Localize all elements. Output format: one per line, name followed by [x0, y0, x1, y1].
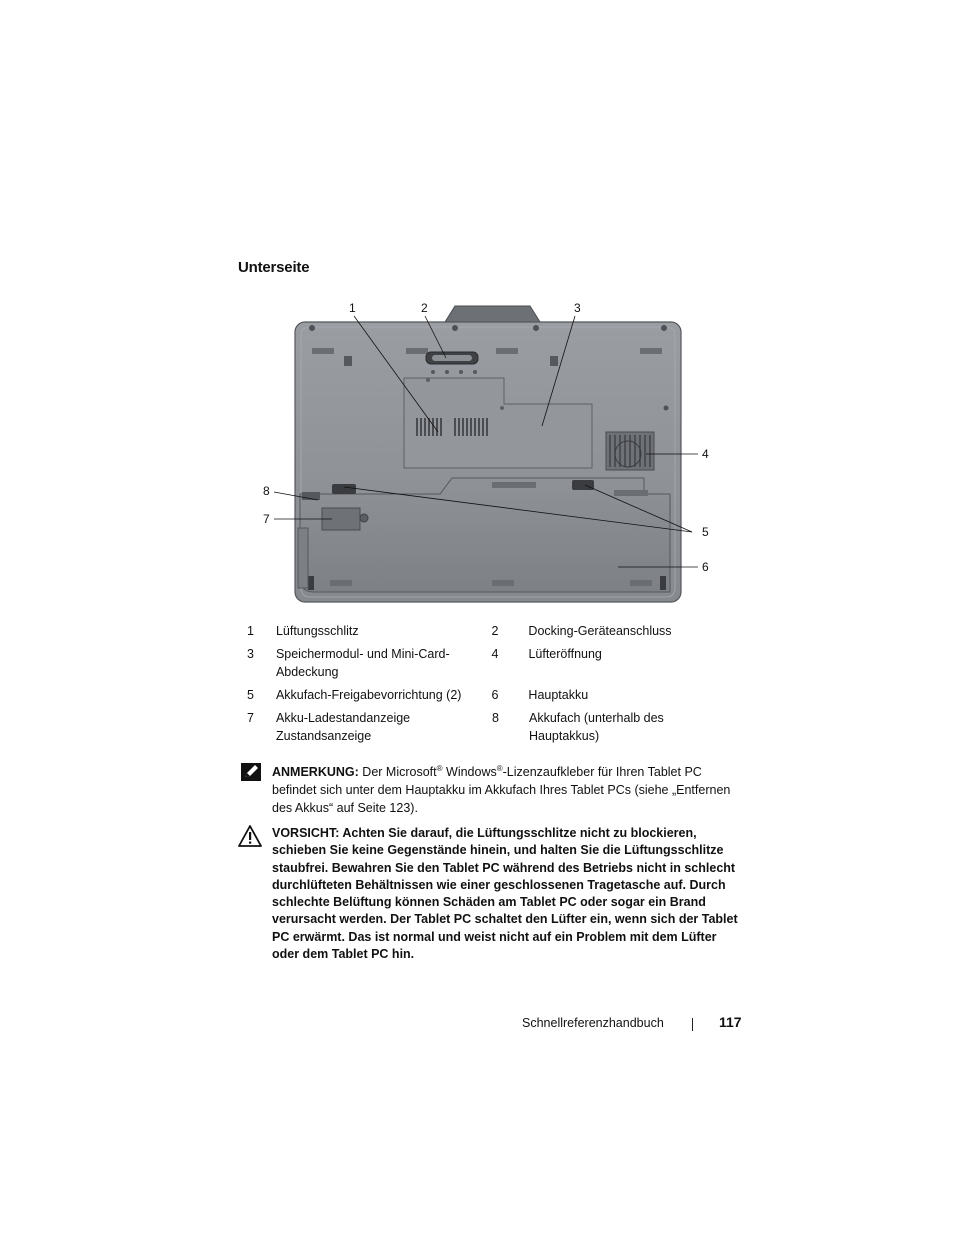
- figure-legend: [238, 622, 738, 750]
- legend-label: Akkufach (unterhalb des Hauptakkus): [529, 711, 664, 743]
- section-title: Unterseite: [238, 259, 310, 276]
- footer-title: Schnellreferenzhandbuch: [522, 1016, 664, 1030]
- note-text-1: Der Microsoft: [362, 765, 437, 779]
- note-text-3: -Lizenzaufkleber für Ihren Tablet PC befindet sich unter dem Hauptakku im Akkufach Ihres Tablet PCs (siehe „Entfernen des Akkus“ auf Seite 123).: [272, 765, 731, 815]
- caution-block: [272, 825, 738, 963]
- pencil-note-icon: [240, 762, 262, 782]
- legend-label: Akkufach-Freigabevorrichtung (2): [275, 688, 462, 702]
- legend-label: Lüftungsschlitz: [275, 624, 359, 638]
- callout-8: 8: [263, 484, 270, 498]
- laptop-bottom-figure: [240, 296, 730, 608]
- legend-label: Akku-Ladestandanzeige Zustandsanzeige: [276, 711, 411, 743]
- caution-label: VORSICHT:: [272, 826, 340, 840]
- registered-mark: ®: [496, 763, 503, 773]
- legend-number: 8: [492, 711, 499, 725]
- callout-1: 1: [349, 301, 356, 315]
- note-text-2: Windows: [446, 765, 497, 779]
- callout-3: 3: [574, 301, 581, 315]
- legend-number: 7: [247, 711, 254, 725]
- callout-2: 2: [421, 301, 428, 315]
- footer-separator: [692, 1018, 693, 1031]
- legend-label: Speichermodul- und Mini-Card-Abdeckung: [275, 647, 450, 679]
- legend-label: Docking-Geräteanschluss: [528, 624, 672, 638]
- legend-row: [238, 645, 738, 681]
- legend-number: 1: [247, 624, 254, 638]
- legend-row: [238, 686, 738, 704]
- registered-mark: ®: [436, 763, 443, 773]
- caution-text: Achten Sie darauf, die Lüftungsschlitze nicht zu blockieren, schieben Sie keine Gegenstände hinein, und halten Sie die Lüftungsschlitze staubfrei. Bewahren Sie den Tablet PC während des Betriebs nicht in schlecht durchlüfteten Behältnissen wie einer geschlossenen Tragetasche auf. Durch schlechte Belüftung können Schäden am Tablet PC oder sogar ein Brand verursacht werden. Der Tablet PC schaltet den Lüfter ein, wenn sich der Tablet PC erwärmt. Das ist normal und weist nicht auf ein Problem mit dem Lüfter oder dem Tablet PC hin.: [272, 826, 738, 962]
- legend-label: Lüfteröffnung: [528, 647, 602, 661]
- legend-number: 6: [491, 688, 499, 702]
- laptop-bottom-illustration: [240, 296, 730, 608]
- legend-number: 5: [247, 688, 254, 702]
- legend-number: 3: [247, 647, 254, 661]
- note-label: ANMERKUNG:: [272, 765, 359, 779]
- legend-row: [238, 709, 738, 745]
- callout-5: 5: [702, 525, 709, 539]
- callout-6: 6: [702, 560, 709, 574]
- warning-triangle-icon: [237, 824, 263, 848]
- callout-7: 7: [263, 512, 270, 526]
- legend-number: 4: [491, 647, 499, 661]
- legend-label: Hauptakku: [528, 688, 589, 702]
- legend-row: [238, 622, 738, 640]
- note-block: [272, 763, 738, 817]
- page-number: 117: [719, 1014, 742, 1030]
- legend-number: 2: [491, 624, 499, 638]
- callout-4: 4: [702, 447, 709, 461]
